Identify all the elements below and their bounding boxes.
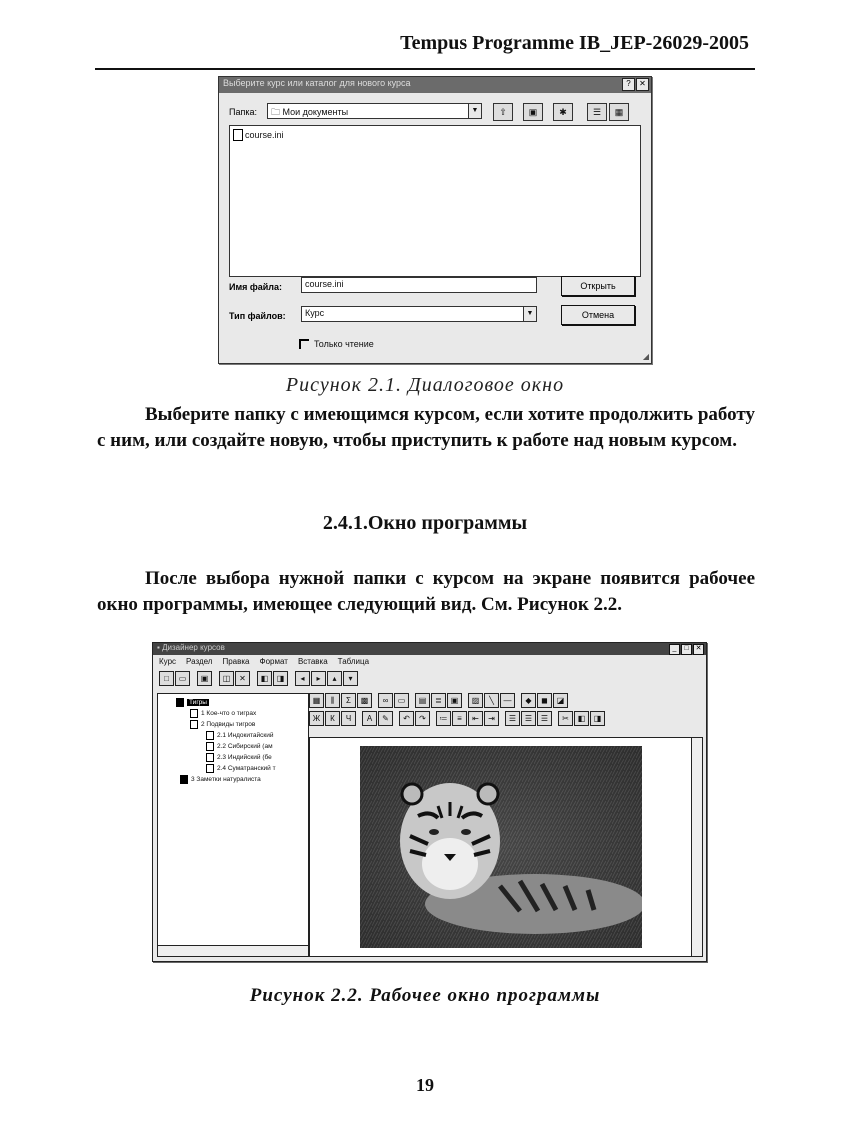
paste-icon[interactable]: ◨ [273,671,288,686]
object-icon[interactable]: ◪ [553,693,568,708]
tiger-photo [360,746,642,948]
tree-item-label: 2.1 Индокитайский [217,732,274,739]
align-right-icon[interactable]: ☰ [537,711,552,726]
section-title: 2.4.1.Окно программы [322,512,528,534]
open-button[interactable]: Открыть [561,276,635,296]
tree-item-label: Тигры [189,699,207,706]
link-icon[interactable]: ∞ [378,693,393,708]
main-toolbar [159,671,359,686]
window-title-bar [153,643,706,655]
tree-item-label: 2.3 Индийский (бе [217,754,272,761]
tree-item-label: 1 Кое-что о тиграх [201,710,257,717]
open-icon[interactable]: ▭ [175,671,190,686]
page-icon [206,753,214,762]
align-left-icon[interactable]: ☰ [505,711,520,726]
file-icon [233,129,243,141]
paste-icon[interactable]: ◨ [590,711,605,726]
dialog-title: Выберите курс или каталог для нового курса [223,78,411,88]
menu-insert[interactable]: Вставка [297,657,328,666]
menu-section[interactable]: Раздел [186,657,213,666]
cut-icon[interactable]: ✂ [558,711,573,726]
new-icon[interactable]: □ [159,671,174,686]
paragraph-1 [97,402,755,454]
header-title: Tempus Programme IB_JEP-26029-2005 [400,32,749,54]
tree-item[interactable] [190,720,255,729]
move-down-icon[interactable]: ▾ [343,671,358,686]
content-editor[interactable] [309,737,703,957]
page-icon [206,742,214,751]
page-header [95,28,755,70]
grid-icon[interactable]: ▤ [415,693,430,708]
page-icon [190,720,198,729]
filetype-label: Тип файлов: [229,311,286,321]
delete-icon[interactable]: ✕ [235,671,250,686]
page-icon [190,709,198,718]
paragraph-2-text: После выбора нужной папки с курсом на экране появится рабочее окно программы, имеющее следующий вид. См. Рисунок 2.2. [97,568,755,615]
tree-item[interactable] [176,698,209,707]
checkbox-icon[interactable] [299,339,309,349]
move-left-icon[interactable]: ◂ [295,671,310,686]
tree-item-label: 3 Заметки натуралиста [191,776,261,783]
tree-item[interactable] [206,753,272,762]
redo-icon[interactable]: ↷ [415,711,430,726]
file-list[interactable] [229,125,641,277]
page-number: 19 [416,1075,434,1095]
figure-caption-1: Рисунок 2.1. Диалоговое окно [285,374,565,396]
folder-label: Папка: [229,107,257,117]
tree-item-label: 2 Подвиды тигров [201,721,256,728]
undo-icon[interactable]: ↶ [399,711,414,726]
line-icon[interactable]: ╲ [484,693,499,708]
filetype-value: Курс [305,308,325,318]
move-up-icon[interactable]: ▴ [327,671,342,686]
details-view-icon[interactable]: ▦ [609,103,629,121]
copy-icon[interactable]: ◧ [574,711,589,726]
open-course-dialog [218,76,652,364]
tree-item[interactable] [206,764,276,773]
rule-icon[interactable]: — [500,693,515,708]
tree-item-label: 2.4 Суматранский т [217,765,276,772]
help-icon[interactable]: ? [622,78,635,91]
book-icon [176,698,184,707]
chevron-down-icon[interactable]: ▼ [468,104,481,118]
chevron-down-icon[interactable]: ▼ [523,307,536,321]
formula-icon[interactable]: Σ [341,693,356,708]
up-folder-icon[interactable]: ⇧ [493,103,513,121]
picture-icon[interactable]: ▨ [468,693,483,708]
bookmark-icon[interactable]: ◆ [521,693,536,708]
list-view-icon[interactable]: ☰ [587,103,607,121]
close-icon[interactable]: ✕ [693,644,704,655]
highlight-icon[interactable]: ✎ [378,711,393,726]
tree-item[interactable] [206,731,274,740]
book-icon [180,775,188,784]
menu-bar [153,655,706,668]
anchor-icon[interactable]: ◼ [537,693,552,708]
program-window [152,642,707,962]
paragraph-2 [97,566,755,618]
italic-icon[interactable]: К [325,711,340,726]
maximize-icon[interactable]: □ [681,644,692,655]
folder-value: Мои документы [282,107,349,117]
desktop-icon[interactable]: ▣ [523,103,543,121]
media-icon[interactable]: ▣ [447,693,462,708]
dialog-title-bar [219,77,651,93]
tree-item[interactable] [206,742,273,751]
editor-toolbar [309,693,701,733]
minimize-icon[interactable]: _ [669,644,680,655]
filetype-select[interactable] [301,306,537,322]
tree-item[interactable] [180,775,261,784]
tree-item-label: 2.2 Сибирский (ам [217,743,273,750]
resize-grip-icon[interactable]: ◢ [642,352,649,361]
outdent-icon[interactable]: ⇤ [468,711,483,726]
align-center-icon[interactable]: ☰ [521,711,536,726]
filename-label: Имя файла: [229,282,283,292]
menu-course[interactable]: Курс [159,657,177,666]
editor-vertical-scrollbar[interactable] [691,738,702,956]
add-section-icon[interactable]: ◫ [219,671,234,686]
save-icon[interactable]: ▣ [197,671,212,686]
image-icon[interactable]: ▩ [357,693,372,708]
menu-table[interactable]: Таблица [337,657,370,666]
menu-format[interactable]: Формат [259,657,288,666]
tree-horizontal-scrollbar[interactable] [158,945,308,956]
underline-icon[interactable]: Ч [341,711,356,726]
file-item-label: course.ini [245,130,284,140]
new-folder-icon[interactable]: ✱ [553,103,573,121]
list-icon[interactable]: ≣ [431,693,446,708]
folder-select[interactable] [267,103,482,119]
font-color-icon[interactable]: A [362,711,377,726]
numbered-list-icon[interactable]: ≔ [436,711,451,726]
menu-edit[interactable]: Правка [222,657,250,666]
close-icon[interactable]: ✕ [636,78,649,91]
file-item[interactable] [233,129,284,141]
tree-item[interactable] [190,709,256,718]
paragraph-1-text: Выберите папку с имеющимся курсом, если хотите продолжить работу с ним, или создайте новую, чтобы приступить к работе над новым курсом. [97,404,755,451]
frame-icon[interactable]: ▭ [394,693,409,708]
filename-input[interactable] [301,277,537,293]
move-right-icon[interactable]: ▸ [311,671,326,686]
table-icon[interactable]: ▦ [309,693,324,708]
filename-value: course.ini [305,279,344,289]
bullet-list-icon[interactable]: ≡ [452,711,467,726]
page-icon [206,764,214,773]
page-icon [206,731,214,740]
columns-icon[interactable]: ⫼ [325,693,340,708]
figure-caption-2: Рисунок 2.2. Рабочее окно программы [249,985,601,1006]
readonly-label: Только чтение [314,339,374,349]
bold-icon[interactable]: Ж [309,711,324,726]
folder-icon: 🗀 [271,107,281,117]
copy-icon[interactable]: ◧ [257,671,272,686]
indent-icon[interactable]: ⇥ [484,711,499,726]
course-tree[interactable] [157,693,309,957]
app-icon: ▪ [157,643,160,652]
window-title: Дизайнер курсов [162,643,225,652]
cancel-button[interactable]: Отмена [561,305,635,325]
readonly-checkbox[interactable] [299,339,374,349]
